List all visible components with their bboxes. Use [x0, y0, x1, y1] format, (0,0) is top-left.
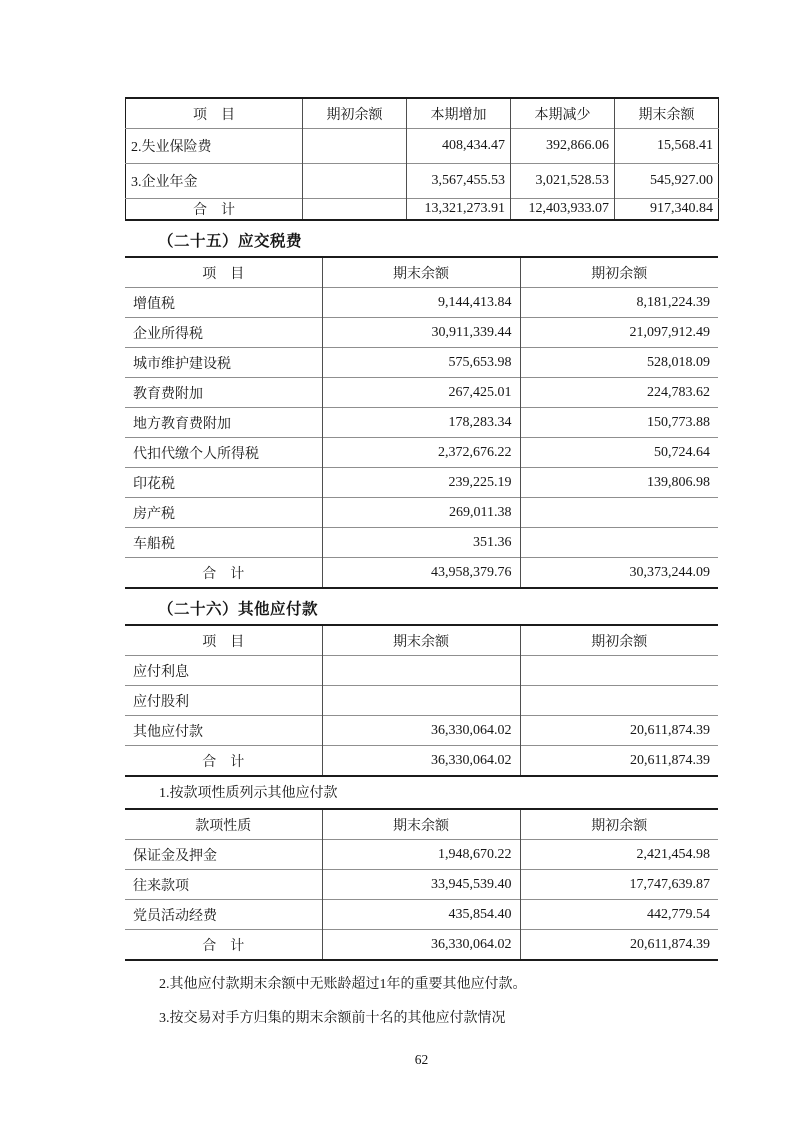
column-header: 期初余额: [520, 809, 718, 840]
row-label: 房产税: [125, 498, 322, 528]
cell-value: 528,018.09: [520, 348, 718, 378]
cell-value: 50,724.64: [520, 438, 718, 468]
table-row: [125, 288, 718, 318]
cell-value: [520, 498, 718, 528]
header-row: [126, 98, 719, 129]
column-header: 期初余额: [303, 98, 407, 129]
table-row: [125, 656, 718, 686]
cell-value: 408,434.47: [407, 129, 511, 164]
column-header: 本期增加: [407, 98, 511, 129]
cell-value: 3,021,528.53: [511, 164, 615, 199]
column-header: 款项性质: [195, 818, 252, 834]
table-row: [125, 438, 718, 468]
cell-value: 21,097,912.49: [520, 318, 718, 348]
cell-value: 435,854.40: [322, 900, 520, 930]
cell-value: 36,330,064.02: [322, 746, 520, 777]
row-label: 地方教育费附加: [125, 408, 322, 438]
total-row: [125, 746, 718, 777]
cell-value: [303, 129, 407, 164]
row-label: 城市维护建设税: [125, 348, 322, 378]
cell-value: 33,945,539.40: [322, 870, 520, 900]
cell-value: 150,773.88: [520, 408, 718, 438]
cell-value: 36,330,064.02: [322, 930, 520, 961]
header-row: [125, 625, 718, 656]
total-row: [126, 199, 719, 221]
row-label: 合 计: [125, 746, 322, 777]
cell-value: 139,806.98: [520, 468, 718, 498]
cell-value: [303, 164, 407, 199]
row-label: 保证金及押金: [125, 840, 322, 870]
table-row: [125, 870, 718, 900]
column-header: 期末余额: [615, 98, 719, 129]
table-row: [125, 686, 718, 716]
column-header: 期初余额: [520, 625, 718, 656]
row-label: 教育费附加: [125, 378, 322, 408]
column-header: 项 目: [202, 634, 245, 650]
note-by-nature: 1.按款项性质列示其他应付款: [159, 786, 338, 801]
row-label: 合 计: [126, 199, 303, 221]
row-label: 党员活动经费: [125, 900, 322, 930]
employee-benefits-continuation-table: [125, 97, 719, 221]
row-label: 应付利息: [125, 656, 322, 686]
cell-value: 17,747,639.87: [520, 870, 718, 900]
cell-value: [303, 199, 407, 221]
cell-value: 267,425.01: [322, 378, 520, 408]
row-label: 印花税: [125, 468, 322, 498]
column-header: 本期减少: [511, 98, 615, 129]
table-row: [125, 528, 718, 558]
table-row: [125, 498, 718, 528]
cell-value: 12,403,933.07: [511, 199, 615, 221]
row-label: 企业所得税: [125, 318, 322, 348]
cell-value: 20,611,874.39: [520, 716, 718, 746]
cell-value: [322, 686, 520, 716]
column-header: 期末余额: [322, 625, 520, 656]
table-row: [125, 348, 718, 378]
cell-value: 178,283.34: [322, 408, 520, 438]
cell-value: 20,611,874.39: [520, 746, 718, 777]
cell-value: 351.36: [322, 528, 520, 558]
cell-value: 30,373,244.09: [520, 558, 718, 589]
column-header: 期末余额: [322, 809, 520, 840]
total-row: [125, 558, 718, 589]
header-row: [125, 809, 718, 840]
taxes-payable-table: [125, 256, 718, 589]
table-row: [125, 468, 718, 498]
cell-value: 1,948,670.22: [322, 840, 520, 870]
page-number: 62: [414, 1052, 429, 1067]
column-header: 项 目: [193, 107, 235, 123]
table-row: [126, 164, 719, 199]
cell-value: [520, 686, 718, 716]
section-heading-other-payables: （二十六）其他应付款: [158, 601, 319, 618]
cell-value: 442,779.54: [520, 900, 718, 930]
column-header: 期初余额: [520, 257, 718, 288]
cell-value: [322, 656, 520, 686]
section-heading-taxes-payable: （二十五）应交税费: [158, 233, 303, 250]
cell-value: [520, 528, 718, 558]
note-top-ten-counterparties: 3.按交易对手方归集的期末余额前十名的其他应付款情况: [159, 1011, 506, 1026]
page-content: [125, 0, 718, 1069]
cell-value: 9,144,413.84: [322, 288, 520, 318]
table-row: [125, 840, 718, 870]
other-payables-summary-table: [125, 624, 718, 777]
cell-value: 269,011.38: [322, 498, 520, 528]
total-row: [125, 930, 718, 961]
cell-value: 30,911,339.44: [322, 318, 520, 348]
table-row: [125, 716, 718, 746]
row-label: 车船税: [125, 528, 322, 558]
cell-value: 15,568.41: [615, 129, 719, 164]
cell-value: 224,783.62: [520, 378, 718, 408]
row-label: 往来款项: [125, 870, 322, 900]
column-header: 项 目: [202, 266, 245, 282]
row-label: 3.企业年金: [126, 164, 303, 199]
cell-value: 43,958,379.76: [322, 558, 520, 589]
row-label: 应付股利: [125, 686, 322, 716]
table-row: [125, 900, 718, 930]
cell-value: 13,321,273.91: [407, 199, 511, 221]
table-row: [125, 378, 718, 408]
cell-value: 8,181,224.39: [520, 288, 718, 318]
row-label: 代扣代缴个人所得税: [125, 438, 322, 468]
cell-value: 36,330,064.02: [322, 716, 520, 746]
row-label: 其他应付款: [125, 716, 322, 746]
cell-value: 575,653.98: [322, 348, 520, 378]
cell-value: 2,372,676.22: [322, 438, 520, 468]
header-row: [125, 257, 718, 288]
other-payables-by-nature-table: [125, 808, 718, 961]
cell-value: [520, 656, 718, 686]
row-label: 合 计: [125, 558, 322, 589]
row-label: 增值税: [125, 288, 322, 318]
table-row: [125, 318, 718, 348]
note-no-aged-payables: 2.其他应付款期末余额中无账龄超过1年的重要其他应付款。: [159, 977, 527, 992]
row-label: 合 计: [125, 930, 322, 961]
cell-value: 392,866.06: [511, 129, 615, 164]
row-label: 2.失业保险费: [126, 129, 303, 164]
cell-value: 545,927.00: [615, 164, 719, 199]
column-header: 期末余额: [322, 257, 520, 288]
cell-value: 20,611,874.39: [520, 930, 718, 961]
cell-value: 239,225.19: [322, 468, 520, 498]
cell-value: 3,567,455.53: [407, 164, 511, 199]
cell-value: 917,340.84: [615, 199, 719, 221]
cell-value: 2,421,454.98: [520, 840, 718, 870]
table-row: [125, 408, 718, 438]
table-row: [126, 129, 719, 164]
